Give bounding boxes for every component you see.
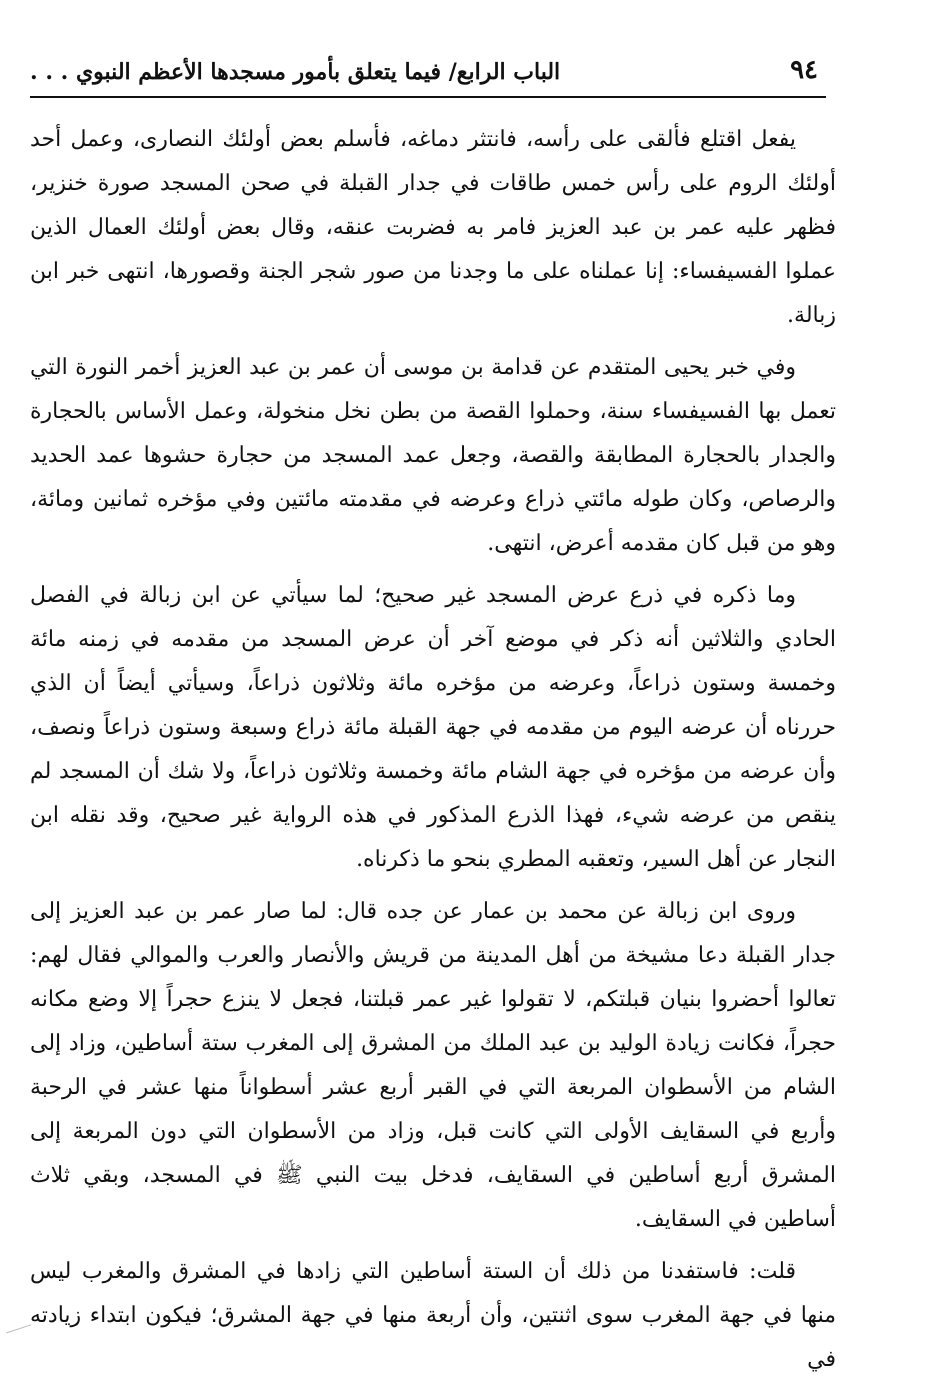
chapter-title: الباب الرابع/ فيما يتعلق بأمور مسجدها الأعظم النبوي . . . [30,59,561,85]
body-text [30,118,836,1390]
paragraph-1: يفعل اقتلع فألقى على رأسه، فانتثر دماغه، فأسلم بعض أولئك النصارى، وعمل أحد أولئك الروم على رأس خمس طاقات في جدار القبلة في صحن المسجد صورة خنزير، فظهر عليه عمر بن عبد العزيز فامر به فضربت عنقه، وقال بعض أولئك العمال الذين عملوا الفسيفساء: إنا عملناه على ما وجدنا من صور شجر الجنة وقصورها، انتهى خبر ابن زبالة. [30,127,836,328]
running-header [30,40,826,98]
paragraph-5: قلت: فاستفدنا من ذلك أن الستة أساطين التي زادها في المشرق والمغرب ليس منها في جهة المغرب سوى اثنتين، وأن أربعة منها في جهة المشرق؛ فيكون ابتداء زيادته في [30,1259,836,1372]
paragraph-3: وما ذكره في ذرع عرض المسجد غير صحيح؛ لما سيأتي عن ابن زبالة في الفصل الحادي والثلاثين أنه ذكر في موضع آخر أن عرض المسجد من مقدمه في زمنه مائة وخمسة وستون ذراعاً، وعرضه من مؤخره مائة وثلاثون ذراعاً، وسيأتي أيضاً أن الذي حررناه أن عرضه اليوم من مقدمه في جهة القبلة مائة ذراع وسبعة وستون ذراعاً ونصف، وأن عرضه من مؤخره في جهة الشام مائة وخمسة وثلاثون ذراعاً، ولا شك أن المسجد لم ينقص من عرضه شيء، فهذا الذرع المذكور في هذه الرواية غير صحيح، وقد نقله ابن النجار عن أهل السير، وتعقبه المطري بنحو ما ذكرناه. [30,583,837,872]
page-number: ٩٤ [790,55,818,85]
paragraph-2: وفي خبر يحيى المتقدم عن قدامة بن موسى أن عمر بن عبد العزيز أخمر النورة التي تعمل بها الفسيفساء سنة، وحملوا القصة من بطن نخل منخولة، وعمل الأساس بالحجارة والجدار بالحجارة المطابقة والقصة، وجعل عمد المسجد من حجارة حشوها عمد الحديد والرصاص، وكان طوله مائتي ذراع وعرضه في مقدمته مائتين وفي مؤخره ثمانين ومائة، وهو من قبل كان مقدمه أعرض، انتهى. [30,355,836,556]
paragraph-4: وروى ابن زبالة عن محمد بن عمار عن جده قال: لما صار عمر بن عبد العزيز إلى جدار القبلة دعا مشيخة من أهل المدينة من قريش والأنصار والعرب والموالي فقال لهم: تعالوا أحضروا بنيان قبلتكم، لا تقولوا غير عمر قبلتنا، فجعل لا ينزع حجراً إلا وضع مكانه حجراً، فكانت زيادة الوليد بن عبد الملك من المشرق إلى المغرب ستة أساطين، وزاد إلى الشام من الأسطوان المربعة التي في القبر أربع عشر أسطواناً منها عشر في الرحبة وأربع في السقايف الأولى التي كانت قبل، وزاد من الأسطوان التي دون المربعة إلى المشرق أربع أساطين في السقايف، فدخل بيت النبي ﷺ في المسجد، وبقي ثلاث أساطين في السقايف. [30,899,836,1232]
